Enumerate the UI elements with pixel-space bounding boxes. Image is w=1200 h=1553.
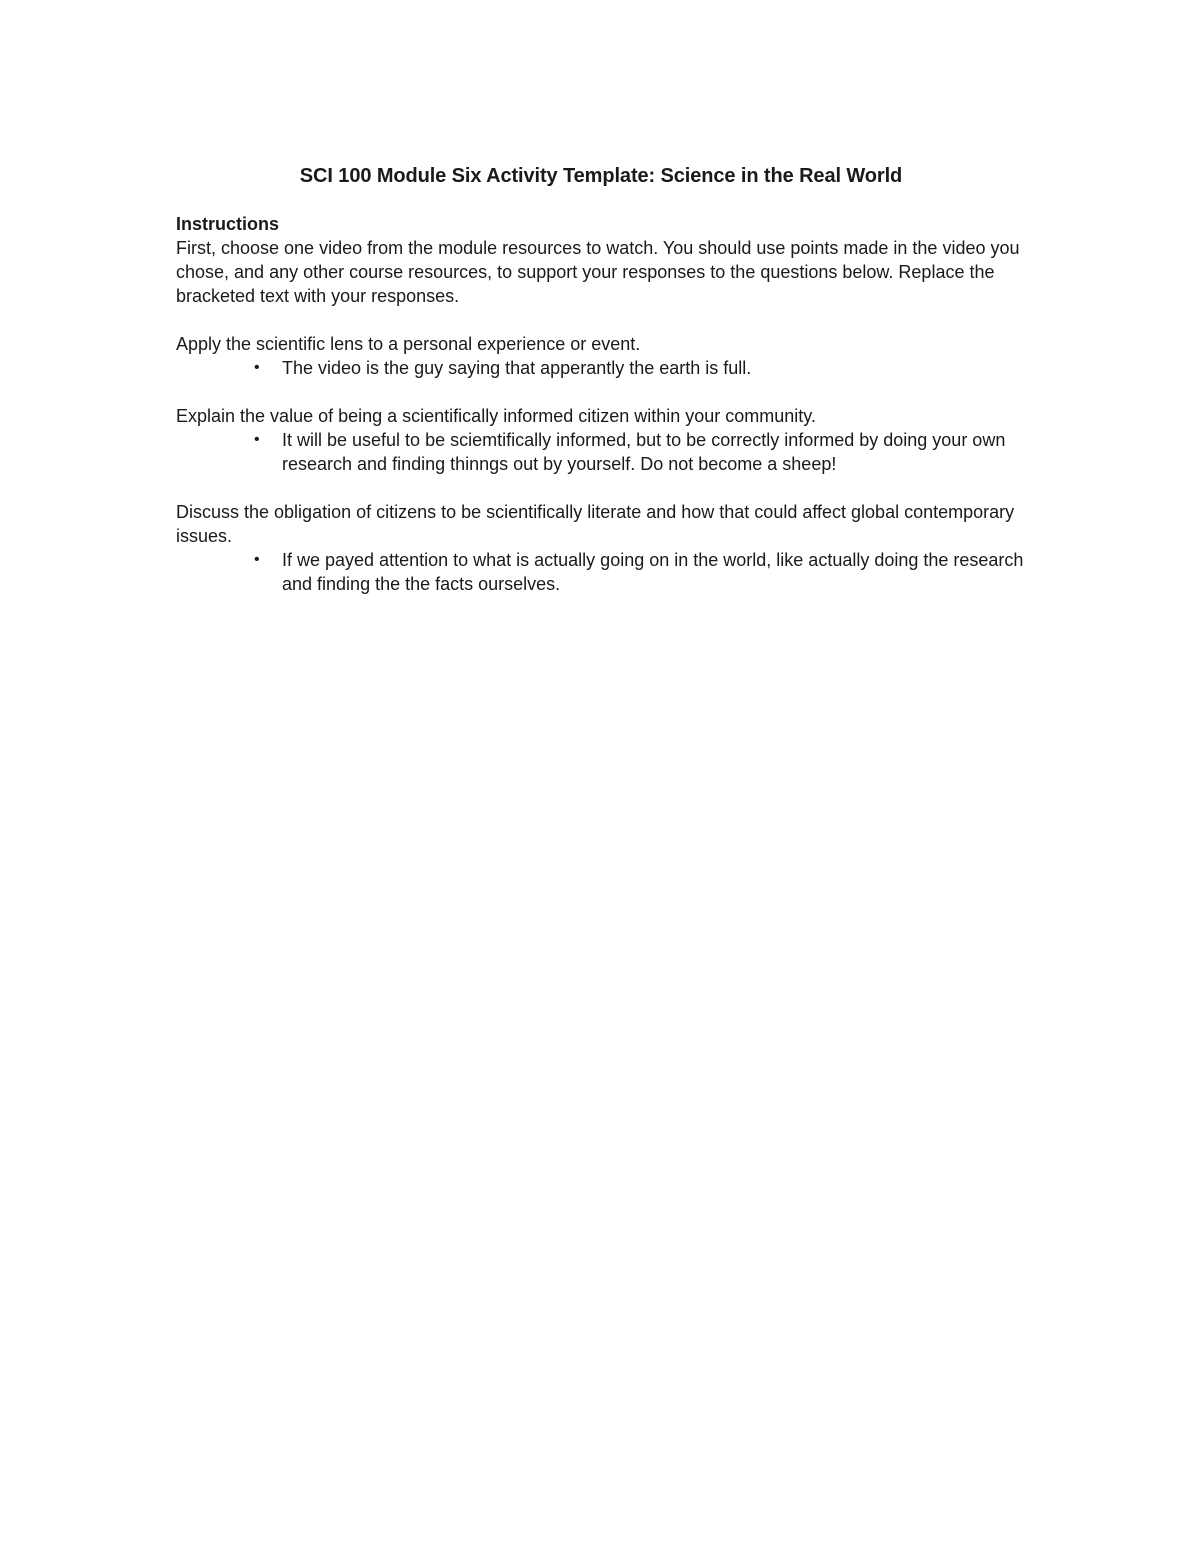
section-scientific-lens bbox=[176, 332, 1026, 380]
section-prompt: Explain the value of being a scientifically informed citizen within your community. bbox=[176, 406, 816, 426]
response-item bbox=[176, 428, 1026, 476]
bullet-icon: • bbox=[254, 431, 260, 448]
document-title: SCI 100 Module Six Activity Template: Science in the Real World bbox=[299, 165, 903, 187]
bullet-icon: • bbox=[254, 551, 260, 568]
section-informed-citizen bbox=[176, 404, 1026, 476]
instructions-heading: Instructions bbox=[176, 214, 280, 234]
section-obligation bbox=[176, 500, 1026, 596]
document-content bbox=[176, 160, 1026, 596]
response-item bbox=[176, 548, 1026, 596]
response-list bbox=[176, 356, 1026, 380]
response-list bbox=[176, 548, 1026, 596]
bullet-icon: • bbox=[254, 359, 260, 376]
instructions-text: First, choose one video from the module resources to watch. You should use points made in the video you chose, and any other course resources, to support your responses to the questions below. Replace the bracketed text with your responses. bbox=[176, 238, 1020, 306]
response-item bbox=[176, 356, 1026, 380]
section-prompt: Discuss the obligation of citizens to be scientifically literate and how that could affect global contemporary issues. bbox=[176, 502, 1015, 546]
response-list bbox=[176, 428, 1026, 476]
response-text: If we payed attention to what is actually going on in the world, like actually doing the research and finding the the facts ourselves. bbox=[282, 550, 1024, 594]
section-prompt: Apply the scientific lens to a personal experience or event. bbox=[176, 334, 641, 354]
response-text: The video is the guy saying that apperantly the earth is full. bbox=[282, 358, 752, 378]
response-text: It will be useful to be sciemtifically informed, but to be correctly informed by doing your own research and finding thinngs out by yourself. Do not become a sheep! bbox=[282, 430, 1006, 474]
